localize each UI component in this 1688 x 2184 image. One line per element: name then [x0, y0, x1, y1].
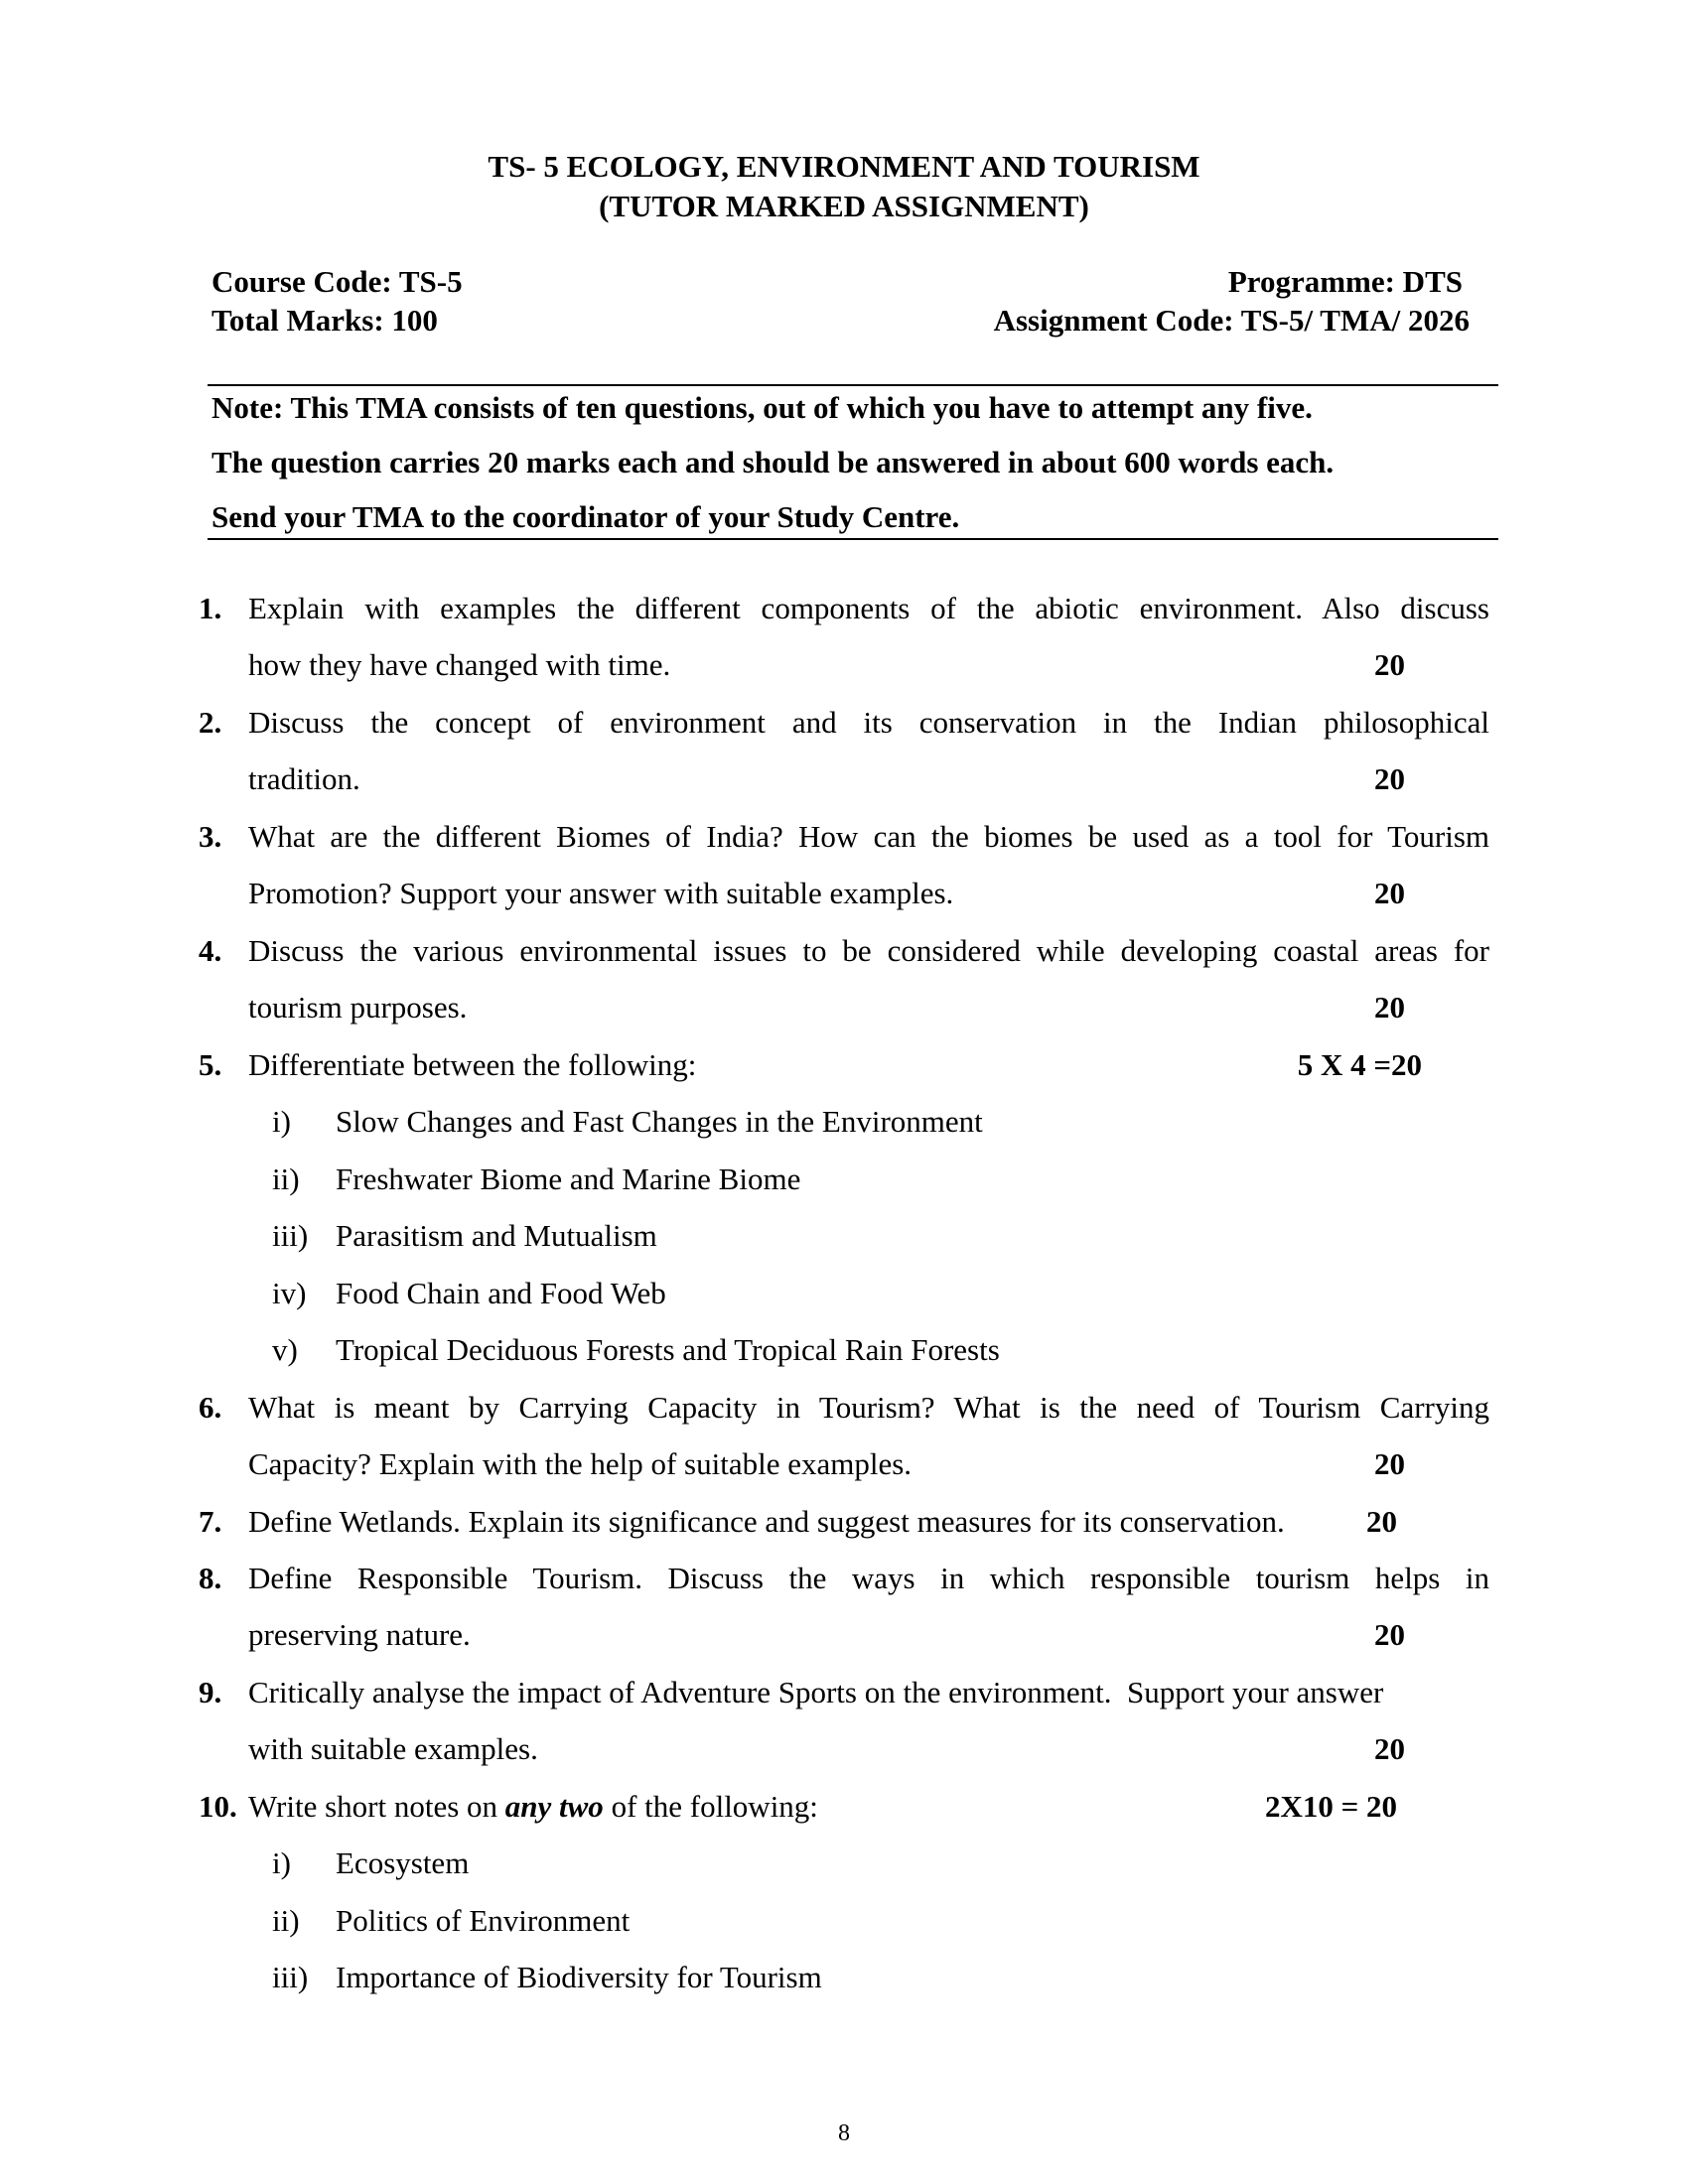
question-marks: 20 [1374, 1617, 1405, 1652]
question-number: 6. [199, 1390, 222, 1425]
sub-item-text: Parasitism and Mutualism [336, 1218, 657, 1253]
sub-item-number: v) [272, 1332, 298, 1367]
sub-item-text: Tropical Deciduous Forests and Tropical Rain Forests [336, 1332, 1000, 1367]
question-text-cont: tourism purposes. [248, 990, 468, 1024]
question-marks: 20 [1374, 647, 1405, 682]
question-number: 1. [199, 591, 222, 625]
question-text: Define Responsible Tourism. Discuss the ways in which responsible tourism helps in [248, 1561, 1489, 1595]
question-text-part: of the following: [603, 1789, 818, 1824]
sub-item-number: iv) [272, 1276, 307, 1310]
question-text-cont: Capacity? Explain with the help of suitable examples. [248, 1446, 913, 1481]
question-marks: 20 [1374, 990, 1405, 1024]
question-text: Discuss the various environmental issues to be considered while developing coastal areas for [248, 933, 1489, 968]
sub-item-number: i) [272, 1845, 291, 1880]
question-text-cont: with suitable examples. [248, 1731, 538, 1766]
question-text-cont: Promotion? Support your answer with suitable examples. [248, 876, 954, 910]
sub-item-text: Food Chain and Food Web [336, 1276, 666, 1310]
question-emphasis: any two [504, 1789, 604, 1824]
question-text: Critically analyse the impact of Adventure Sports on the environment. Support your answer [248, 1675, 1384, 1709]
question-text: Explain with examples the different components of the abiotic environment. Also discuss [248, 591, 1489, 625]
question-number: 7. [199, 1504, 222, 1539]
sub-item-text: Freshwater Biome and Marine Biome [336, 1161, 801, 1196]
sub-item-number: ii) [272, 1161, 300, 1196]
question-text-part: Write short notes on [248, 1789, 505, 1824]
question-text: Differentiate between the following: [248, 1047, 697, 1082]
question-marks: 2X10 = 20 [1264, 1789, 1397, 1824]
sub-item-text: Ecosystem [336, 1845, 470, 1880]
question-number: 5. [199, 1047, 222, 1082]
document-title: TS- 5 ECOLOGY, ENVIRONMENT AND TOURISM [488, 149, 1200, 184]
page-number: 8 [838, 2120, 850, 2146]
question-number: 3. [199, 819, 222, 854]
question-text-cont: tradition. [248, 761, 360, 796]
question-text: What are the different Biomes of India? How can the biomes be used as a tool for Tourism [248, 819, 1489, 854]
sub-item-number: iii) [272, 1218, 309, 1253]
note-line-3: Send your TMA to the coordinator of your Study Centre. [211, 499, 960, 534]
question-marks: 20 [1374, 1446, 1405, 1481]
assignment-code: Assignment Code: TS-5/ TMA/ 2026 [993, 303, 1470, 338]
question-marks: 5 X 4 =20 [1297, 1047, 1422, 1082]
sub-item-text: Importance of Biodiversity for Tourism [336, 1960, 822, 1994]
question-text-cont: preserving nature. [248, 1617, 471, 1652]
document-subtitle: (TUTOR MARKED ASSIGNMENT) [599, 189, 1089, 223]
question-number: 10. [199, 1789, 237, 1824]
question-marks: 20 [1374, 761, 1405, 796]
question-marks: 20 [1374, 1731, 1405, 1766]
sub-item-text: Politics of Environment [336, 1903, 631, 1938]
question-number: 2. [199, 705, 222, 740]
question-number: 9. [199, 1675, 222, 1709]
sub-item-number: ii) [272, 1903, 300, 1938]
sub-item-number: i) [272, 1104, 291, 1139]
note-top-rule [208, 384, 1498, 386]
note-bottom-rule [208, 538, 1498, 540]
question-text: Discuss the concept of environment and its conservation in the Indian philosophical [248, 705, 1489, 740]
question-marks: 20 [1366, 1504, 1397, 1539]
note-line-2: The question carries 20 marks each and should be answered in about 600 words each. [211, 445, 1335, 479]
question-text-cont: how they have changed with time. [248, 647, 671, 682]
question-number: 4. [199, 933, 222, 968]
sub-item-text: Slow Changes and Fast Changes in the Environment [336, 1104, 983, 1139]
question-text: What is meant by Carrying Capacity in Tourism? What is the need of Tourism Carrying [248, 1390, 1489, 1425]
question-marks: 20 [1374, 876, 1405, 910]
course-code: Course Code: TS-5 [211, 264, 463, 299]
total-marks: Total Marks: 100 [211, 303, 438, 338]
programme: Programme: DTS [1227, 264, 1463, 299]
question-text: Define Wetlands. Explain its significance and suggest measures for its conservation. [248, 1504, 1285, 1539]
question-number: 8. [199, 1561, 222, 1595]
note-line-1: Note: This TMA consists of ten questions, out of which you have to attempt any five. [211, 390, 1313, 425]
sub-item-number: iii) [272, 1960, 309, 1994]
